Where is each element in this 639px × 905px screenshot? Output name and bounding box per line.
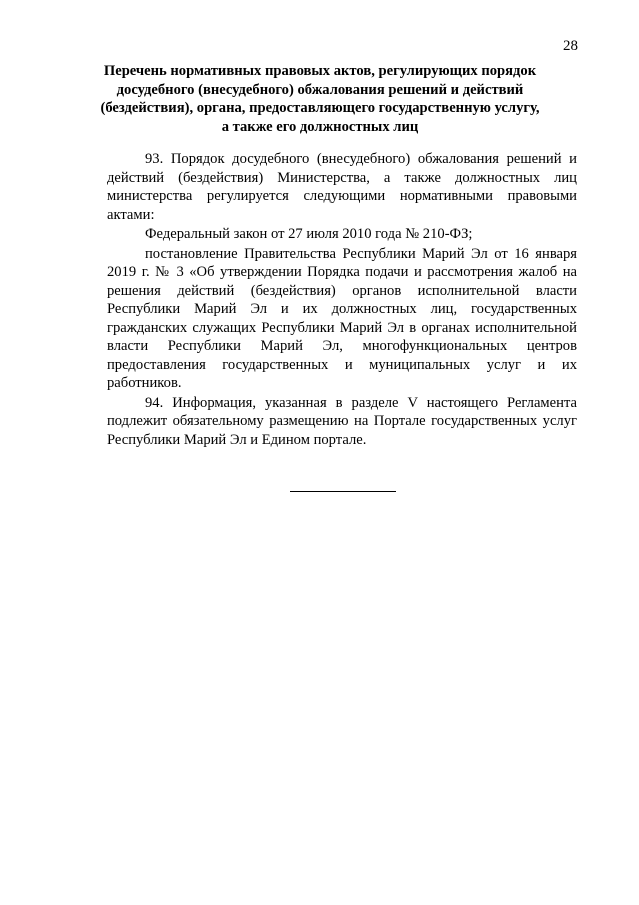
title-line: Перечень нормативных правовых актов, регулирующих порядок <box>103 63 537 79</box>
page-number: 28 <box>563 38 578 54</box>
separator-line <box>290 491 396 492</box>
title-line: досудебного (внесудебного) обжалования решений и действий <box>116 81 524 98</box>
title-line: (бездействия), органа, предоставляющего государственную услугу, <box>100 100 540 116</box>
document-body <box>107 150 577 449</box>
paragraph-93: 93. Порядок досудебного (внесудебного) обжалования решений и действий (бездействия) Министерства, а также должностных лиц министерства регулируется следующими нормативными правовыми актами: <box>107 151 577 223</box>
paragraph-94: 94. Информация, указанная в разделе V настоящего Регламента подлежит обязательному размещению на Портале государственных услуг Республики Марий Эл и Едином портале. <box>107 394 577 448</box>
paragraph-federal-law: Федеральный закон от 27 июля 2010 года № 210-ФЗ; <box>145 226 473 242</box>
document-title <box>100 62 540 136</box>
paragraph-government-resolution: постановление Правительства Республики Марий Эл от 16 января 2019 г. № 3 «Об утверждении Порядка подачи и рассмотрения жалоб на решения действий (бездействия) органов исполнительной власти Республики Марий Эл и их должностных лиц, государственных гражданских служащих Республики Марий Эл в органах исполнительной власти Республики Марий Эл, многофункциональных центров предоставления государственных и муниципальных услуг и их работников. <box>107 245 577 391</box>
title-line: а также его должностных лиц <box>221 118 419 135</box>
